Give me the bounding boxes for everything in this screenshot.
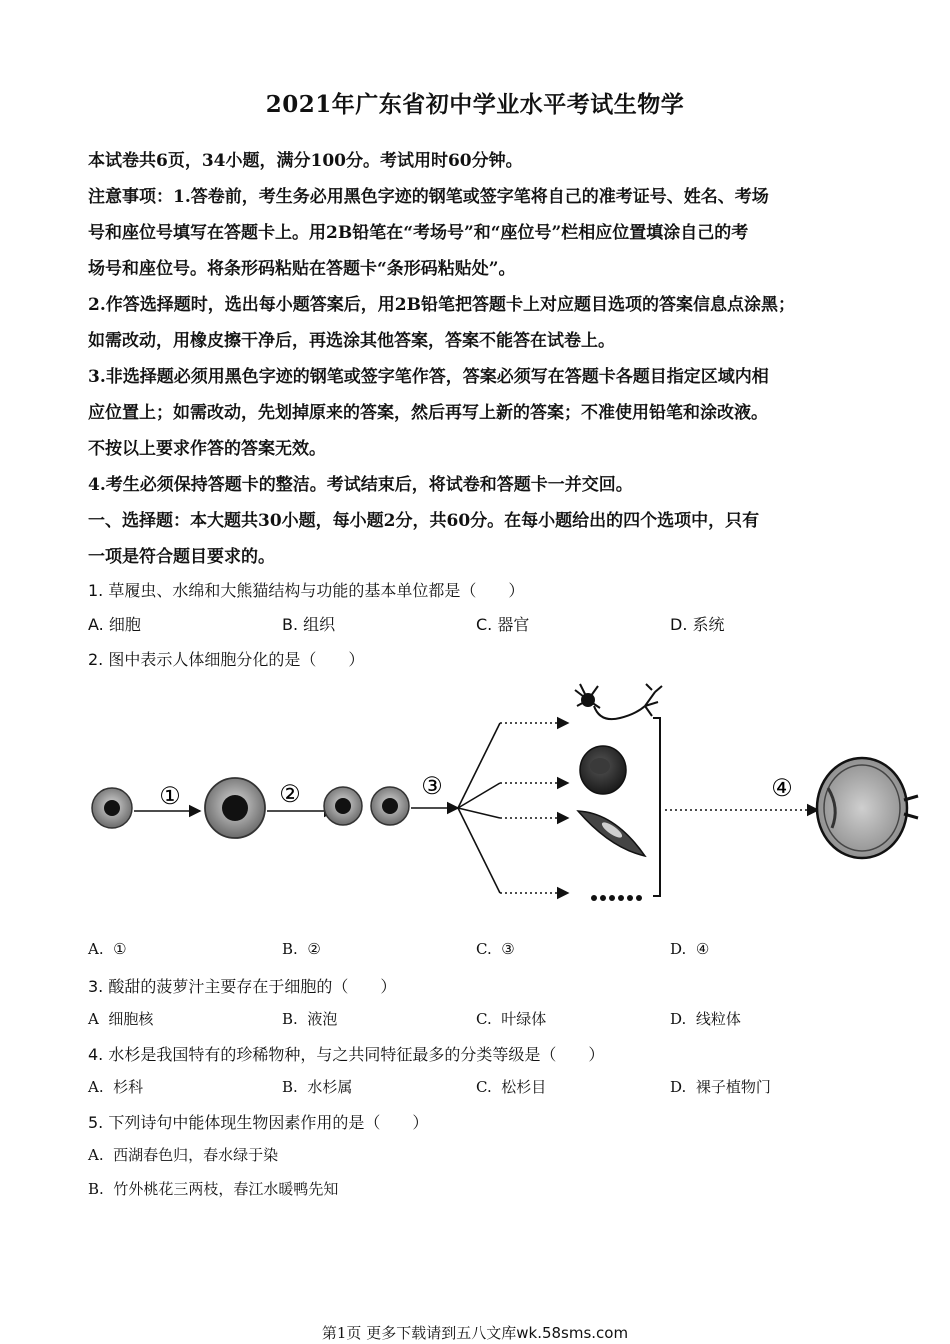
q5-option-b[interactable]: B. 竹外桃花三两枝，春江水暖鸭先知: [88, 1180, 339, 1198]
q3-option-c[interactable]: C. 叶绿体: [476, 1010, 547, 1028]
section-heading-a: 一、选择题：本大题共30小题，每小题2分，共60分。在每小题给出的四个选项中，只有: [88, 511, 760, 531]
note-1a: 注意事项：1.答卷前，考生务必用黑色字迹的钢笔或签字笔将自己的准考证号、姓名、考场: [88, 187, 769, 207]
bracket: [653, 718, 660, 896]
section-heading-b: 一项是符合题目要求的。: [88, 547, 275, 567]
q2-option-c[interactable]: C. ③: [476, 940, 515, 958]
note-1b: 号和座位号填写在答题卡上。用2B铅笔在“考场号”和“座位号”栏相应位置填涂自己的考: [88, 223, 749, 243]
q2-option-b[interactable]: B. ②: [282, 940, 321, 958]
question-1: [88, 578, 524, 601]
question-5: [88, 1110, 428, 1133]
divided-cell-right: [371, 787, 409, 825]
dotted-arrows: [500, 723, 568, 893]
question-number: 5.: [88, 1113, 104, 1132]
question-2: [88, 647, 364, 670]
label-1: ①: [159, 782, 181, 810]
q4-option-a[interactable]: A. 杉科: [88, 1078, 144, 1096]
more-cells-dots: [591, 895, 642, 901]
q2-option-a[interactable]: A. ①: [88, 940, 127, 958]
q3-option-b[interactable]: B. 液泡: [282, 1010, 338, 1028]
label-2: ②: [279, 780, 301, 808]
q2-option-d[interactable]: D. ④: [670, 940, 710, 958]
page-number: 第1页: [321, 1324, 362, 1342]
question-3: [88, 974, 396, 997]
q4-option-d[interactable]: D. 裸子植物门: [670, 1078, 771, 1096]
page-footer: [0, 1322, 950, 1343]
note-2b: 如需改动，用橡皮擦干净后，再选涂其他答案，答案不能答在试卷上。: [88, 331, 615, 351]
footer-more: 更多下载请到五八文库: [366, 1324, 517, 1342]
intro-line: 本试卷共6页，34小题，满分100分。考试用时60分钟。: [88, 151, 523, 171]
question-stem: 水杉是我国特有的珍稀物种，与之共同特征最多的分类等级是（ ）: [108, 1045, 605, 1064]
q1-option-a[interactable]: A. 细胞: [88, 615, 141, 634]
note-3c: 不按以上要求作答的答案无效。: [88, 439, 326, 459]
note-4: 4.考生必须保持答题卡的整洁。考试结束后，将试卷和答题卡一并交回。: [88, 475, 633, 495]
question-stem: 酸甜的菠萝汁主要存在于细胞的（ ）: [108, 977, 397, 996]
q4-option-b[interactable]: B. 水杉属: [282, 1078, 353, 1096]
divided-cell-left: [324, 787, 362, 825]
question-number: 3.: [88, 977, 104, 996]
label-4: ④: [771, 774, 793, 802]
note-2a: 2.作答选择题时，选出每小题答案后，用2B铅笔把答题卡上对应题目选项的答案信息点涂黑；: [88, 295, 795, 315]
eye-organ: [817, 758, 918, 858]
note-3b: 应位置上；如需改动，先划掉原来的答案，然后再写上新的答案；不准使用铅笔和涂改液。: [88, 403, 768, 423]
page-title: 2021年广东省初中学业水平考试生物学: [265, 91, 685, 118]
note-1c: 场号和座位号。将条形码粘贴在答题卡“条形码粘贴处”。: [88, 259, 516, 279]
question-number: 1.: [88, 581, 104, 600]
branch-lines: [458, 723, 500, 893]
q1-option-c[interactable]: C. 器官: [476, 615, 530, 634]
q1-option-d[interactable]: D. 系统: [670, 615, 725, 634]
large-cell: [205, 778, 265, 838]
neuron-cell: [575, 684, 662, 719]
question-number: 2.: [88, 650, 104, 669]
question-number: 4.: [88, 1045, 104, 1064]
question-stem: 图中表示人体细胞分化的是（ ）: [108, 650, 365, 669]
q3-option-d[interactable]: D. 线粒体: [670, 1010, 741, 1028]
footer-url[interactable]: wk.58sms.com: [516, 1324, 629, 1342]
q3-option-a[interactable]: A 细胞核: [88, 1010, 154, 1028]
question-stem: 下列诗句中能体现生物因素作用的是（ ）: [108, 1113, 429, 1132]
small-cell: [92, 788, 132, 828]
muscle-cell: [578, 811, 645, 856]
question-stem: 草履虫、水绵和大熊猫结构与功能的基本单位都是（ ）: [108, 581, 525, 600]
q5-option-a[interactable]: A. 西湖春色归，春水绿于染: [88, 1146, 279, 1164]
q1-option-b[interactable]: B. 组织: [282, 615, 336, 634]
note-3a: 3.非选择题必须用黑色字迹的钢笔或签字笔作答，答案必须写在答题卡各题目指定区域内相: [88, 367, 769, 387]
label-3: ③: [421, 772, 443, 800]
question-4: [88, 1042, 604, 1065]
cell-differentiation-figure: [80, 678, 920, 908]
red-blood-cell: [580, 746, 626, 794]
q4-option-c[interactable]: C. 松杉目: [476, 1078, 547, 1096]
